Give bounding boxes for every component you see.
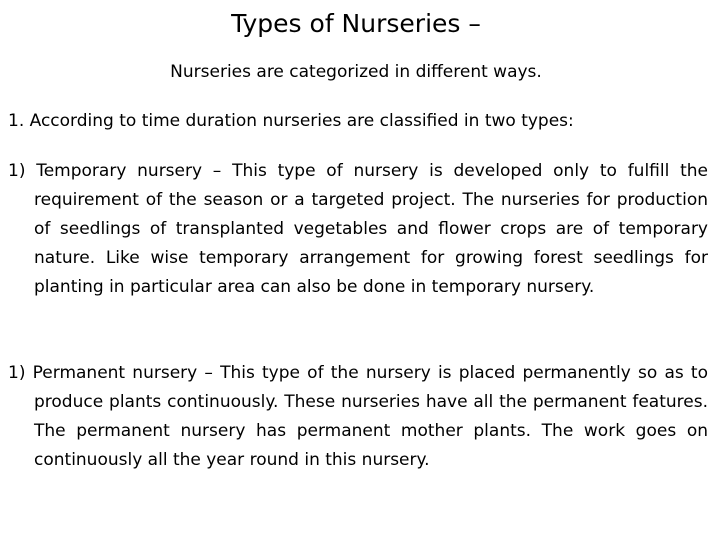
slide-title: Types of Nurseries – bbox=[231, 9, 481, 38]
list-item-permanent-nursery bbox=[8, 359, 708, 475]
slide-subtitle: Nurseries are categorized in different ways. bbox=[170, 62, 542, 82]
list-item-marker: 1) bbox=[8, 161, 26, 181]
list-item-text: Temporary nursery – This type of nursery is developed only to fulfill the requirement of the season or a targeted project. The nurseries for production of seedlings of transplanted vegetables and flower crops are of temporary nature. Like wise temporary arrangement for growing forest seedlings for planting in particular area can also be done in temporary nursery. bbox=[34, 161, 708, 297]
list-item-marker: 1) bbox=[8, 363, 26, 383]
list-item-temporary-nursery bbox=[8, 157, 708, 302]
classification-heading: 1. According to time duration nurseries are classified in two types: bbox=[8, 111, 574, 131]
list-item-text: Permanent nursery – This type of the nursery is placed permanently so as to produce plants continuously. These nurseries have all the permanent features. The permanent nursery has permanent mother plants. The work goes on continuously all the year round in this nursery. bbox=[32, 363, 708, 470]
